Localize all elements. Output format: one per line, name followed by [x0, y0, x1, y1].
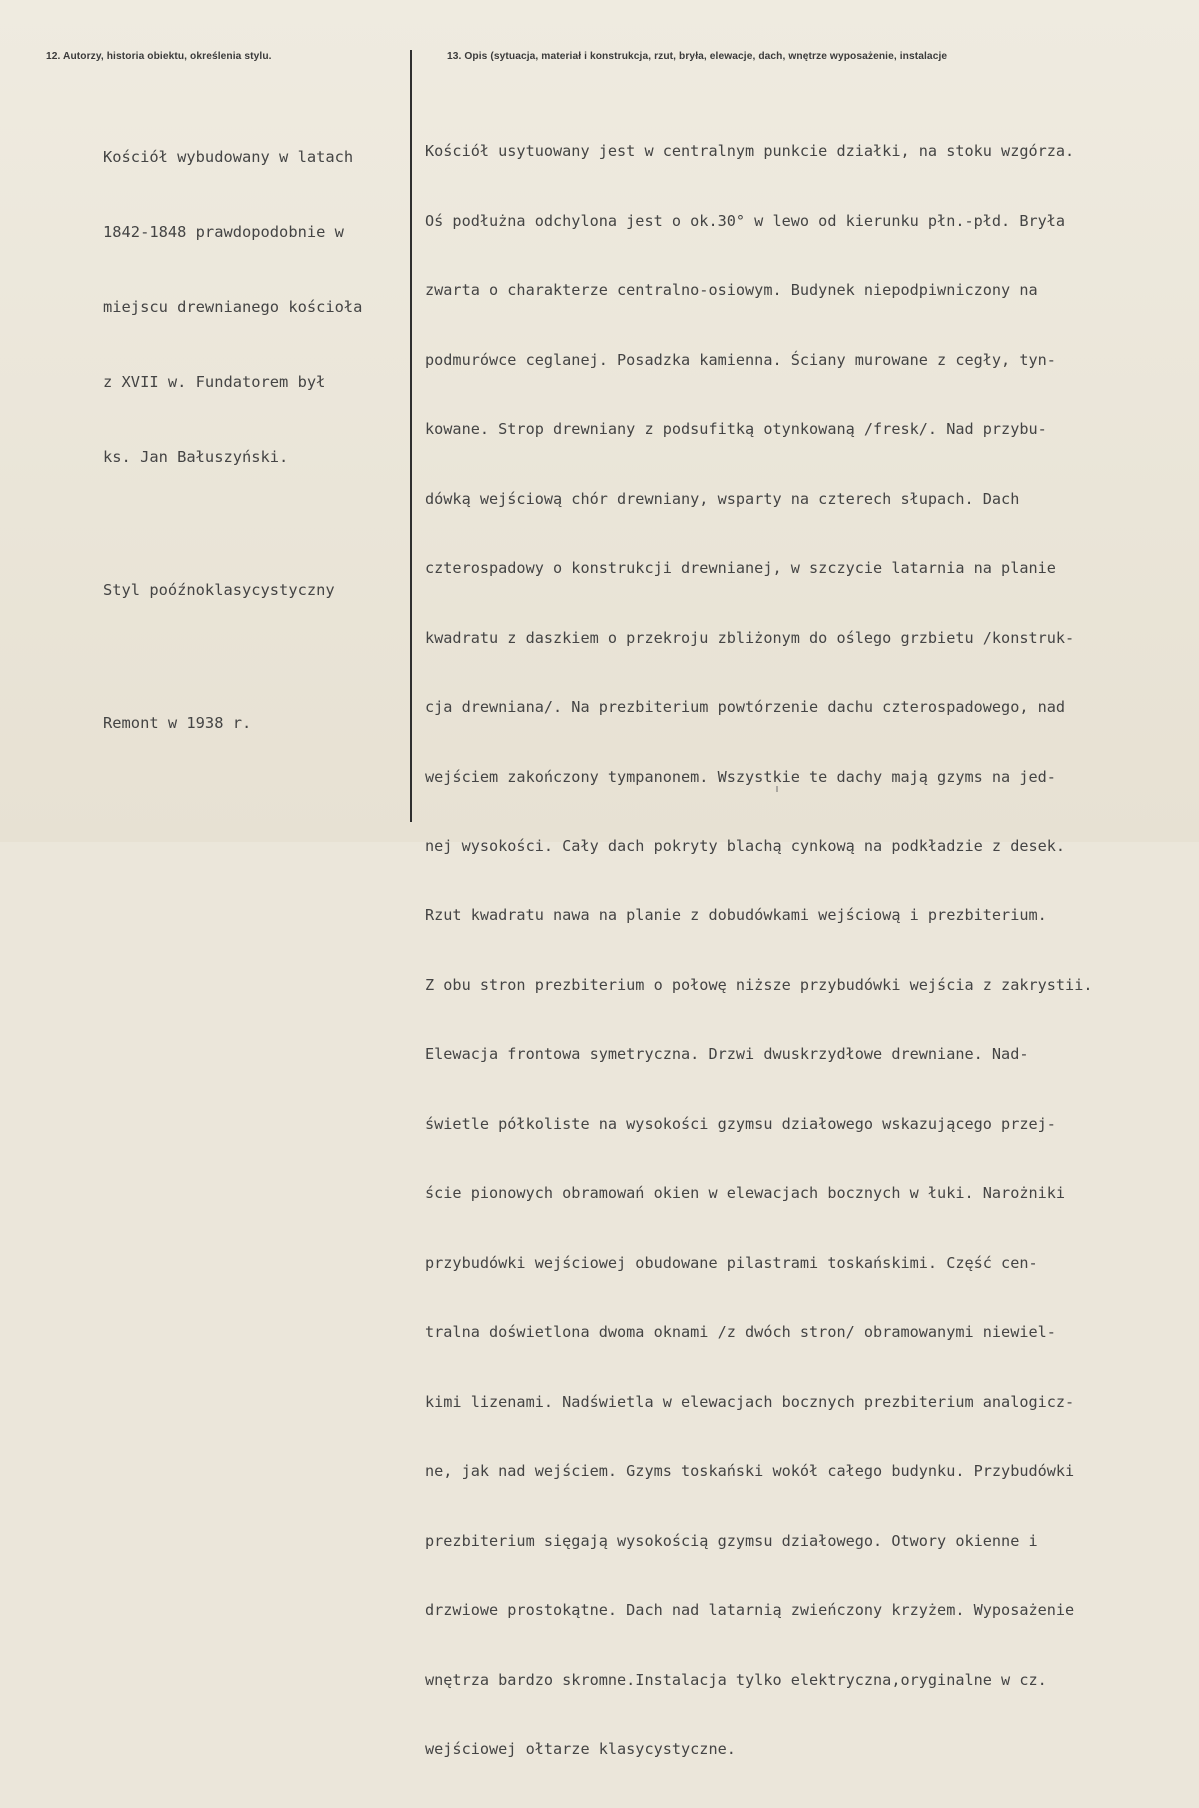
history-line: Kościół wybudowany w latach	[103, 148, 354, 166]
description-line: świetle półkoliste na wysokości gzymsu działowego wskazującego przej-	[425, 1114, 1056, 1133]
description-line: ście pionowych obramowań okien w elewacjach bocznych w łuki. Narożniki	[425, 1184, 1066, 1203]
description-line: Kościół usytuowany jest w centralnym punkcie działki, na stoku wzgórza.	[425, 142, 1075, 161]
column-divider	[410, 50, 412, 822]
description-line: czterospadowy o konstrukcji drewnianej, w szczycie latarnia na planie	[425, 559, 1056, 578]
description-line: prezbiterium sięgają wysokością gzymsu działowego. Otwory okienne i	[425, 1531, 1038, 1550]
description-line: wejściem zakończony tympanonem. Wszystkie te dachy mają gzyms na jed-	[425, 767, 1056, 786]
description-line: podmurówce ceglanej. Posadzka kamienna. Ściany murowane z cegły, tyn-	[425, 350, 1056, 369]
description-line: zwarta o charakterze centralno-osiowym. Budynek niepodpiwniczony na	[425, 281, 1038, 300]
description-line: dówką wejściową chór drewniany, wsparty na czterech słupach. Dach	[425, 489, 1020, 508]
description-line: cja drewniana/. Na prezbiterium powtórzenie dachu czterospadowego, nad	[425, 698, 1066, 717]
section-12-header: 12. Autorzy, historia obiektu, określenia stylu.	[46, 51, 272, 62]
description-line: Rzut kwadratu nawa na planie z dobudówkami wejściową i prezbiterium.	[425, 906, 1047, 925]
history-column	[103, 95, 362, 786]
description-line: Oś podłużna odchylona jest o ok.30° w lewo od kierunku płn.-płd. Bryła	[425, 211, 1066, 230]
description-line: drzwiowe prostokątne. Dach nad latarnią zwieńczony krzyżem. Wyposażenie	[425, 1601, 1075, 1620]
history-line: z XVII w. Fundatorem był	[103, 373, 326, 391]
paper-speck	[776, 786, 778, 792]
description-line: kowane. Strop drewniany z podsufitką otynkowaną /fresk/. Nad przybu-	[425, 420, 1047, 439]
history-line: ks. Jan Bałuszyński.	[103, 448, 289, 466]
description-line: wnętrza bardzo skromne.Instalacja tylko elektryczna,oryginalne w cz.	[425, 1670, 1047, 1689]
description-column	[425, 94, 1093, 1808]
description-line: Elewacja frontowa symetryczna. Drzwi dwuskrzydłowe drewniane. Nad-	[425, 1045, 1029, 1064]
section-13-header: 13. Opis (sytuacja, materiał i konstrukcja, rzut, bryła, elewacje, dach, wnętrze wyposażenie, instalacje	[447, 51, 948, 62]
description-line: wejściowej ołtarze klasycystyczne.	[425, 1740, 736, 1759]
description-line: Z obu stron prezbiterium o połowę niższe przybudówki wejścia z zakrystii.	[425, 975, 1093, 994]
description-line: przybudówki wejściowej obudowane pilastrami toskańskimi. Część cen-	[425, 1253, 1038, 1272]
style-line: Styl poóźnoklasycystyczny	[103, 581, 335, 599]
description-line: nej wysokości. Cały dach pokryty blachą cynkową na podkładzie z desek.	[425, 837, 1066, 855]
renovation-line: Remont w 1938 r.	[103, 714, 252, 732]
description-line: ne, jak nad wejściem. Gzyms toskański wokół całego budynku. Przybudówki	[425, 1462, 1075, 1481]
history-line: miejscu drewnianego kościoła	[103, 298, 363, 316]
description-line: kimi lizenami. Nadświetla w elewacjach bocznych prezbiterium analogicz-	[425, 1392, 1075, 1411]
history-line: 1842-1848 prawdopodobnie w	[103, 223, 344, 241]
description-line: tralna doświetlona dwoma oknami /z dwóch stron/ obramowanymi niewiel-	[425, 1323, 1056, 1342]
description-line: kwadratu z daszkiem o przekroju zbliżonym do oślego grzbietu /konstruk-	[425, 628, 1075, 647]
